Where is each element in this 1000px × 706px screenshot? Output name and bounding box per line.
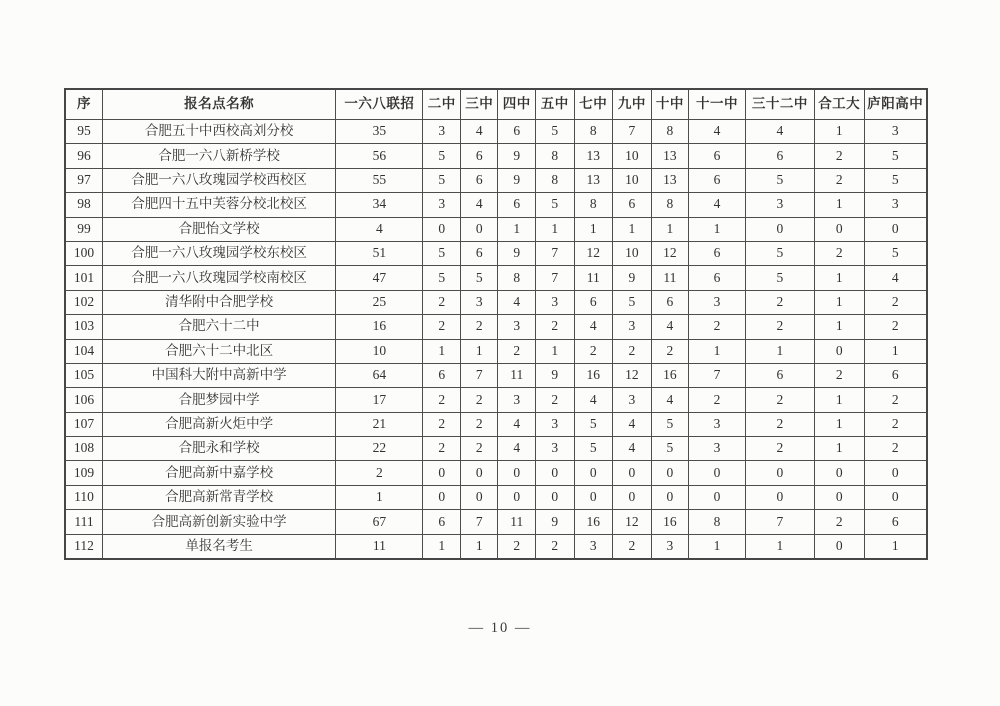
count-cell: 8 <box>574 193 613 217</box>
column-header: 三中 <box>460 89 498 120</box>
count-cell: 1 <box>423 534 461 559</box>
count-cell: 3 <box>864 193 927 217</box>
column-header: 合工大 <box>814 89 864 120</box>
count-cell: 0 <box>864 461 927 485</box>
count-cell: 2 <box>498 339 536 363</box>
count-cell: 7 <box>689 363 746 387</box>
count-cell: 1 <box>689 534 746 559</box>
count-cell: 8 <box>536 144 575 168</box>
count-cell: 11 <box>651 266 689 290</box>
table-row <box>65 534 927 559</box>
row-index-cell: 99 <box>65 217 103 241</box>
count-cell: 2 <box>460 437 498 461</box>
count-cell: 2 <box>460 412 498 436</box>
count-cell: 51 <box>336 241 423 265</box>
page-number: — 10 — <box>468 620 532 636</box>
table-row <box>65 168 927 192</box>
count-cell: 0 <box>536 485 575 509</box>
table-row <box>65 485 927 509</box>
column-header: 三十二中 <box>745 89 814 120</box>
count-cell: 0 <box>613 461 652 485</box>
count-cell: 1 <box>423 339 461 363</box>
count-cell: 64 <box>336 363 423 387</box>
column-header: 庐阳高中 <box>864 89 927 120</box>
row-index-cell: 100 <box>65 241 103 265</box>
count-cell: 7 <box>536 241 575 265</box>
count-cell: 6 <box>460 168 498 192</box>
count-cell: 2 <box>423 290 461 314</box>
row-index-cell: 107 <box>65 412 103 436</box>
count-cell: 13 <box>574 144 613 168</box>
column-header: 四中 <box>498 89 536 120</box>
count-cell: 1 <box>536 217 575 241</box>
count-cell: 35 <box>336 120 423 144</box>
count-cell: 7 <box>536 266 575 290</box>
column-header: 报名点名称 <box>103 89 336 120</box>
count-cell: 6 <box>498 193 536 217</box>
count-cell: 11 <box>498 363 536 387</box>
count-cell: 4 <box>574 315 613 339</box>
count-cell: 6 <box>745 144 814 168</box>
count-cell: 1 <box>814 290 864 314</box>
table-row <box>65 412 927 436</box>
count-cell: 6 <box>864 510 927 534</box>
count-cell: 2 <box>814 363 864 387</box>
count-cell: 0 <box>651 485 689 509</box>
count-cell: 3 <box>498 388 536 412</box>
table-row <box>65 388 927 412</box>
count-cell: 0 <box>745 485 814 509</box>
count-cell: 2 <box>745 388 814 412</box>
count-cell: 3 <box>689 290 746 314</box>
count-cell: 3 <box>460 290 498 314</box>
count-cell: 4 <box>613 437 652 461</box>
count-cell: 9 <box>536 363 575 387</box>
count-cell: 3 <box>613 388 652 412</box>
count-cell: 3 <box>689 437 746 461</box>
count-cell: 7 <box>460 363 498 387</box>
count-cell: 13 <box>651 144 689 168</box>
count-cell: 12 <box>651 241 689 265</box>
column-header: 九中 <box>613 89 652 120</box>
count-cell: 5 <box>460 266 498 290</box>
count-cell: 10 <box>613 241 652 265</box>
count-cell: 2 <box>689 315 746 339</box>
count-cell: 5 <box>423 241 461 265</box>
count-cell: 1 <box>814 120 864 144</box>
count-cell: 2 <box>613 339 652 363</box>
count-cell: 17 <box>336 388 423 412</box>
site-name-cell: 合肥一六八玫瑰园学校南校区 <box>103 266 336 290</box>
table-row <box>65 266 927 290</box>
count-cell: 2 <box>336 461 423 485</box>
table-header-row <box>65 89 927 120</box>
count-cell: 5 <box>864 168 927 192</box>
count-cell: 1 <box>814 315 864 339</box>
count-cell: 1 <box>651 217 689 241</box>
row-index-cell: 101 <box>65 266 103 290</box>
count-cell: 16 <box>574 510 613 534</box>
count-cell: 0 <box>814 217 864 241</box>
count-cell: 3 <box>536 290 575 314</box>
row-index-cell: 96 <box>65 144 103 168</box>
count-cell: 1 <box>536 339 575 363</box>
count-cell: 3 <box>498 315 536 339</box>
count-cell: 1 <box>460 534 498 559</box>
count-cell: 5 <box>745 168 814 192</box>
count-cell: 2 <box>864 290 927 314</box>
count-cell: 6 <box>689 241 746 265</box>
site-name-cell: 单报名考生 <box>103 534 336 559</box>
table-row <box>65 290 927 314</box>
row-index-cell: 102 <box>65 290 103 314</box>
count-cell: 0 <box>814 485 864 509</box>
row-index-cell: 108 <box>65 437 103 461</box>
count-cell: 11 <box>498 510 536 534</box>
count-cell: 2 <box>651 339 689 363</box>
count-cell: 2 <box>745 437 814 461</box>
count-cell: 2 <box>613 534 652 559</box>
count-cell: 4 <box>651 388 689 412</box>
count-cell: 2 <box>536 315 575 339</box>
column-header: 一六八联招 <box>336 89 423 120</box>
count-cell: 6 <box>651 290 689 314</box>
count-cell: 16 <box>651 510 689 534</box>
count-cell: 3 <box>689 412 746 436</box>
count-cell: 11 <box>574 266 613 290</box>
count-cell: 0 <box>814 461 864 485</box>
count-cell: 2 <box>864 315 927 339</box>
site-name-cell: 合肥永和学校 <box>103 437 336 461</box>
count-cell: 6 <box>613 193 652 217</box>
count-cell: 47 <box>336 266 423 290</box>
table-row <box>65 217 927 241</box>
count-cell: 3 <box>651 534 689 559</box>
count-cell: 0 <box>423 485 461 509</box>
count-cell: 4 <box>460 120 498 144</box>
column-header: 序 <box>65 89 103 120</box>
count-cell: 4 <box>613 412 652 436</box>
count-cell: 5 <box>864 144 927 168</box>
count-cell: 6 <box>689 168 746 192</box>
site-name-cell: 合肥高新火炬中学 <box>103 412 336 436</box>
count-cell: 0 <box>498 485 536 509</box>
table-row <box>65 363 927 387</box>
count-cell: 16 <box>336 315 423 339</box>
count-cell: 5 <box>536 193 575 217</box>
count-cell: 0 <box>651 461 689 485</box>
site-name-cell: 合肥四十五中芙蓉分校北校区 <box>103 193 336 217</box>
count-cell: 1 <box>814 437 864 461</box>
count-cell: 1 <box>613 217 652 241</box>
count-cell: 2 <box>864 412 927 436</box>
count-cell: 3 <box>745 193 814 217</box>
column-header: 二中 <box>423 89 461 120</box>
count-cell: 10 <box>613 168 652 192</box>
table-row <box>65 339 927 363</box>
count-cell: 3 <box>536 412 575 436</box>
count-cell: 4 <box>498 437 536 461</box>
column-header: 十一中 <box>689 89 746 120</box>
count-cell: 0 <box>460 485 498 509</box>
column-header: 十中 <box>651 89 689 120</box>
count-cell: 21 <box>336 412 423 436</box>
count-cell: 8 <box>574 120 613 144</box>
table-row <box>65 461 927 485</box>
count-cell: 5 <box>745 241 814 265</box>
count-cell: 12 <box>613 510 652 534</box>
site-name-cell: 合肥怡文学校 <box>103 217 336 241</box>
count-cell: 6 <box>864 363 927 387</box>
count-cell: 1 <box>864 534 927 559</box>
count-cell: 3 <box>864 120 927 144</box>
count-cell: 0 <box>864 217 927 241</box>
count-cell: 4 <box>336 217 423 241</box>
count-cell: 22 <box>336 437 423 461</box>
count-cell: 4 <box>460 193 498 217</box>
count-cell: 0 <box>423 217 461 241</box>
count-cell: 6 <box>460 241 498 265</box>
count-cell: 2 <box>536 534 575 559</box>
count-cell: 8 <box>651 193 689 217</box>
count-cell: 2 <box>423 388 461 412</box>
count-cell: 1 <box>745 339 814 363</box>
count-cell: 6 <box>423 510 461 534</box>
count-cell: 2 <box>745 315 814 339</box>
count-cell: 1 <box>689 339 746 363</box>
count-cell: 16 <box>574 363 613 387</box>
count-cell: 5 <box>651 437 689 461</box>
count-cell: 6 <box>460 144 498 168</box>
site-name-cell: 清华附中合肥学校 <box>103 290 336 314</box>
count-cell: 0 <box>745 217 814 241</box>
count-cell: 2 <box>536 388 575 412</box>
site-name-cell: 中国科大附中高新中学 <box>103 363 336 387</box>
count-cell: 5 <box>574 412 613 436</box>
row-index-cell: 105 <box>65 363 103 387</box>
count-cell: 1 <box>814 193 864 217</box>
count-cell: 9 <box>536 510 575 534</box>
count-cell: 2 <box>574 339 613 363</box>
row-index-cell: 95 <box>65 120 103 144</box>
count-cell: 2 <box>864 437 927 461</box>
count-cell: 25 <box>336 290 423 314</box>
count-cell: 5 <box>651 412 689 436</box>
count-cell: 5 <box>864 241 927 265</box>
count-cell: 4 <box>689 193 746 217</box>
count-cell: 5 <box>423 266 461 290</box>
count-cell: 1 <box>814 266 864 290</box>
count-cell: 0 <box>864 485 927 509</box>
count-cell: 7 <box>460 510 498 534</box>
count-cell: 4 <box>689 120 746 144</box>
count-cell: 1 <box>864 339 927 363</box>
count-cell: 67 <box>336 510 423 534</box>
count-cell: 12 <box>613 363 652 387</box>
count-cell: 0 <box>574 485 613 509</box>
count-cell: 10 <box>613 144 652 168</box>
count-cell: 0 <box>689 461 746 485</box>
count-cell: 9 <box>498 144 536 168</box>
table-row <box>65 144 927 168</box>
site-name-cell: 合肥梦园中学 <box>103 388 336 412</box>
site-name-cell: 合肥一六八新桥学校 <box>103 144 336 168</box>
count-cell: 2 <box>814 510 864 534</box>
table-row <box>65 437 927 461</box>
count-cell: 2 <box>689 388 746 412</box>
site-name-cell: 合肥六十二中北区 <box>103 339 336 363</box>
count-cell: 3 <box>536 437 575 461</box>
count-cell: 4 <box>745 120 814 144</box>
column-header: 七中 <box>574 89 613 120</box>
table-row <box>65 241 927 265</box>
column-header: 五中 <box>536 89 575 120</box>
count-cell: 9 <box>498 241 536 265</box>
count-cell: 2 <box>814 241 864 265</box>
site-name-cell: 合肥六十二中 <box>103 315 336 339</box>
count-cell: 11 <box>336 534 423 559</box>
count-cell: 1 <box>814 412 864 436</box>
row-index-cell: 97 <box>65 168 103 192</box>
site-name-cell: 合肥五十中西校高刘分校 <box>103 120 336 144</box>
count-cell: 2 <box>745 290 814 314</box>
count-cell: 7 <box>745 510 814 534</box>
count-cell: 16 <box>651 363 689 387</box>
count-cell: 4 <box>498 412 536 436</box>
row-index-cell: 98 <box>65 193 103 217</box>
row-index-cell: 111 <box>65 510 103 534</box>
count-cell: 5 <box>745 266 814 290</box>
count-cell: 1 <box>814 388 864 412</box>
site-name-cell: 合肥高新中嘉学校 <box>103 461 336 485</box>
count-cell: 1 <box>574 217 613 241</box>
count-cell: 0 <box>423 461 461 485</box>
count-cell: 34 <box>336 193 423 217</box>
count-cell: 8 <box>651 120 689 144</box>
count-cell: 12 <box>574 241 613 265</box>
count-cell: 0 <box>689 485 746 509</box>
table-body <box>65 120 927 560</box>
count-cell: 8 <box>536 168 575 192</box>
count-cell: 6 <box>689 266 746 290</box>
count-cell: 0 <box>460 217 498 241</box>
table-row <box>65 193 927 217</box>
count-cell: 13 <box>651 168 689 192</box>
count-cell: 2 <box>814 144 864 168</box>
count-cell: 10 <box>336 339 423 363</box>
count-cell: 13 <box>574 168 613 192</box>
count-cell: 2 <box>745 412 814 436</box>
count-cell: 1 <box>336 485 423 509</box>
row-index-cell: 103 <box>65 315 103 339</box>
count-cell: 2 <box>460 388 498 412</box>
count-cell: 1 <box>460 339 498 363</box>
count-cell: 1 <box>689 217 746 241</box>
count-cell: 8 <box>498 266 536 290</box>
row-index-cell: 110 <box>65 485 103 509</box>
count-cell: 3 <box>423 120 461 144</box>
count-cell: 6 <box>574 290 613 314</box>
count-cell: 2 <box>423 315 461 339</box>
count-cell: 6 <box>745 363 814 387</box>
table-header <box>65 89 927 120</box>
row-index-cell: 106 <box>65 388 103 412</box>
count-cell: 2 <box>423 412 461 436</box>
count-cell: 0 <box>460 461 498 485</box>
count-cell: 2 <box>498 534 536 559</box>
count-cell: 0 <box>574 461 613 485</box>
row-index-cell: 104 <box>65 339 103 363</box>
table-row <box>65 120 927 144</box>
count-cell: 0 <box>498 461 536 485</box>
count-cell: 6 <box>423 363 461 387</box>
count-cell: 0 <box>613 485 652 509</box>
count-cell: 2 <box>460 315 498 339</box>
count-cell: 8 <box>689 510 746 534</box>
count-cell: 1 <box>498 217 536 241</box>
table-row <box>65 510 927 534</box>
enrollment-table <box>64 88 928 560</box>
count-cell: 4 <box>864 266 927 290</box>
count-cell: 5 <box>574 437 613 461</box>
count-cell: 2 <box>864 388 927 412</box>
count-cell: 6 <box>689 144 746 168</box>
row-index-cell: 112 <box>65 534 103 559</box>
count-cell: 56 <box>336 144 423 168</box>
count-cell: 0 <box>814 534 864 559</box>
count-cell: 9 <box>613 266 652 290</box>
count-cell: 9 <box>498 168 536 192</box>
count-cell: 0 <box>745 461 814 485</box>
row-index-cell: 109 <box>65 461 103 485</box>
count-cell: 0 <box>536 461 575 485</box>
count-cell: 5 <box>613 290 652 314</box>
table-row <box>65 315 927 339</box>
count-cell: 2 <box>423 437 461 461</box>
site-name-cell: 合肥一六八玫瑰园学校西校区 <box>103 168 336 192</box>
site-name-cell: 合肥高新创新实验中学 <box>103 510 336 534</box>
count-cell: 0 <box>814 339 864 363</box>
site-name-cell: 合肥高新常青学校 <box>103 485 336 509</box>
count-cell: 55 <box>336 168 423 192</box>
count-cell: 1 <box>745 534 814 559</box>
count-cell: 2 <box>814 168 864 192</box>
site-name-cell: 合肥一六八玫瑰园学校东校区 <box>103 241 336 265</box>
count-cell: 4 <box>498 290 536 314</box>
count-cell: 3 <box>574 534 613 559</box>
count-cell: 3 <box>613 315 652 339</box>
count-cell: 4 <box>651 315 689 339</box>
count-cell: 5 <box>536 120 575 144</box>
count-cell: 4 <box>574 388 613 412</box>
count-cell: 3 <box>423 193 461 217</box>
count-cell: 5 <box>423 168 461 192</box>
count-cell: 7 <box>613 120 652 144</box>
count-cell: 5 <box>423 144 461 168</box>
count-cell: 6 <box>498 120 536 144</box>
